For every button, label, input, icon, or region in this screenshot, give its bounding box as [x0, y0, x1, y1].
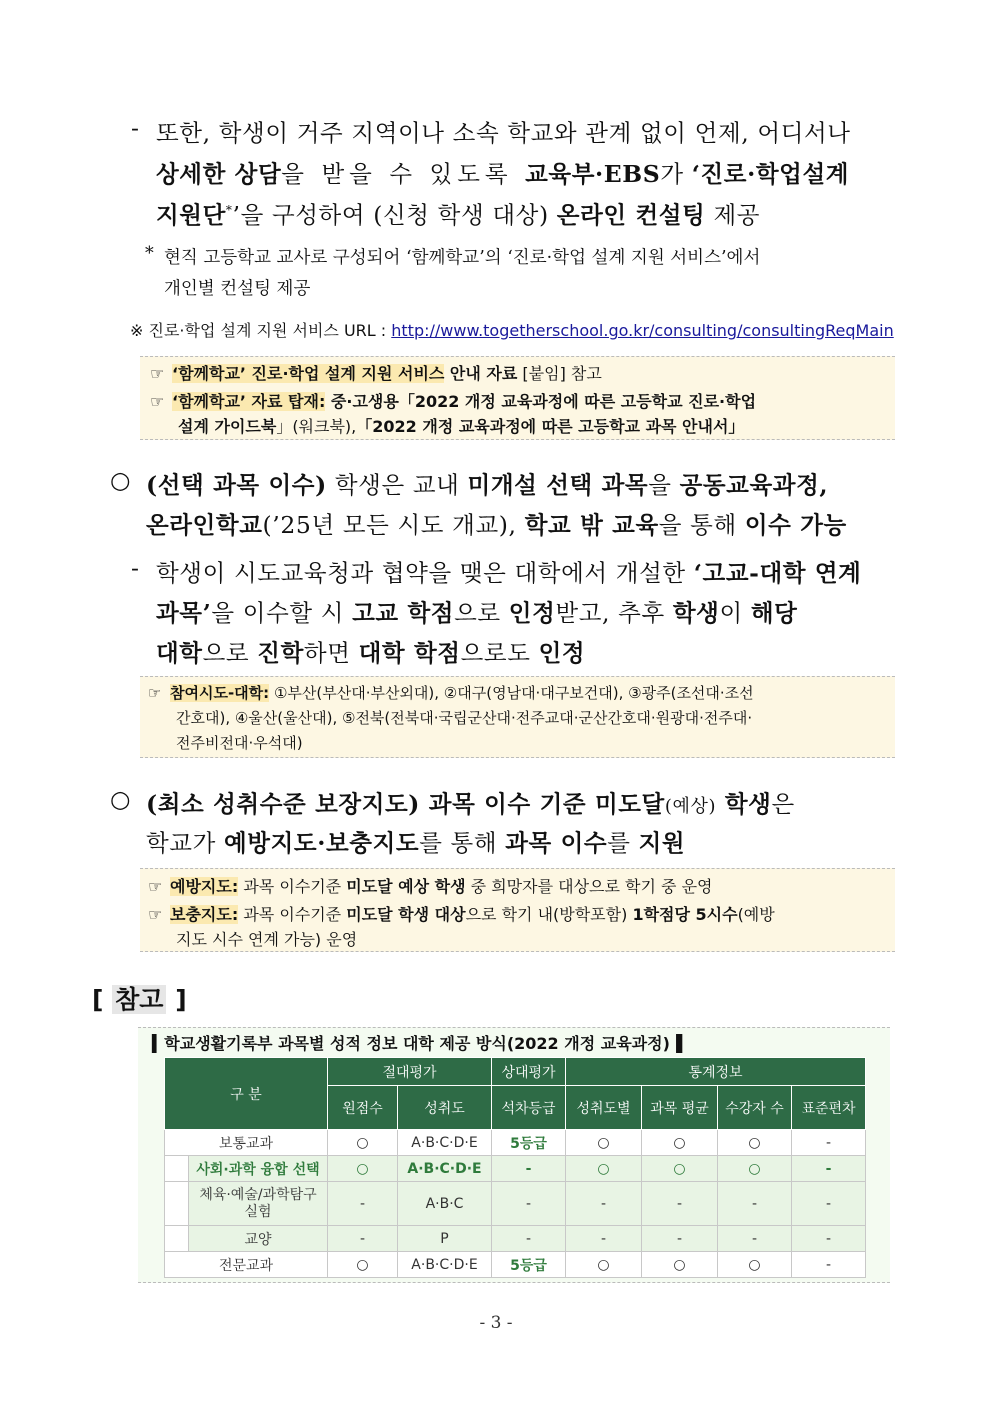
table-row [165, 1226, 866, 1252]
subheader: 수강자 수 [718, 1086, 792, 1130]
dash-marker: - [131, 554, 140, 582]
subheader: 성취도별 [566, 1086, 642, 1130]
table-cell: - [792, 1226, 866, 1252]
para2-line4 [156, 594, 797, 628]
bold-text: 미도달 예상 학생 [346, 877, 466, 896]
text: (예방 [737, 905, 775, 924]
bracket-close: ] [175, 985, 187, 1014]
note1-row2 [150, 389, 756, 412]
text: 제공 [705, 201, 761, 229]
subheader: 석차등급 [492, 1086, 566, 1130]
bold-text: 지원 [638, 829, 686, 857]
note2-row1 [148, 682, 754, 703]
row-label: 사회·과학 융합 선택 [189, 1156, 328, 1182]
text: 하면 [303, 639, 359, 667]
bold-text: 교육부·EBS [525, 160, 661, 188]
text: [붙임] 참고 [517, 364, 602, 383]
table-cell: ○ [642, 1156, 718, 1182]
table-cell: ○ [642, 1252, 718, 1278]
text: 학생이 시도교육청과 협약을 맺은 대학에서 개설한 [156, 559, 694, 587]
table-cell: - [492, 1182, 566, 1226]
table-cell: - [328, 1182, 398, 1226]
bold-text: 상세한 상담 [156, 160, 282, 188]
row-label: 보통교과 [165, 1130, 328, 1156]
text: 이 [719, 599, 751, 627]
highlight-text: ‘함께학교’ 자료 탑재: [172, 392, 326, 411]
bold-text: ‘고교-대학 연계 [693, 559, 862, 587]
bold-text: 지원단 [156, 201, 226, 229]
table-title: ▍학교생활기록부 과목별 성적 정보 대학 제공 방식(2022 개정 교육과정)▐ [152, 1034, 683, 1053]
text: ①부산(부산대·부산외대), ②대구(영남대·대구보건대), ③광주(조선대·조선 [269, 684, 754, 702]
text: 은 [771, 790, 795, 818]
service-url-link[interactable]: http://www.togetherschool.go.kr/consulting/consultingReqMain [391, 321, 894, 340]
reference-table-box [138, 1027, 890, 1283]
table-cell: - [792, 1252, 866, 1278]
table-cell: - [718, 1226, 792, 1252]
table-cell: - [328, 1226, 398, 1252]
reference-heading [92, 980, 187, 1016]
bold-text: 학생 [716, 790, 772, 818]
para3-line1 [146, 785, 795, 819]
table-cell: - [792, 1130, 866, 1156]
bold-text: 과목 이수 기준 미도달 [420, 790, 665, 818]
table-cell: ○ [642, 1130, 718, 1156]
table-cell: ○ [566, 1252, 642, 1278]
text: 받고, 추후 [555, 599, 673, 627]
table-cell: - [642, 1226, 718, 1252]
table-cell: - [492, 1226, 566, 1252]
subheader: 원점수 [328, 1086, 398, 1130]
grade-info-table [164, 1057, 866, 1278]
text: 학생은 교내 [326, 471, 468, 499]
table-cell: ○ [718, 1156, 792, 1182]
text: 과목 이수기준 [238, 905, 347, 924]
text: 으로 [454, 599, 509, 627]
bold-text: 과목’ [156, 599, 212, 627]
note-box-2 [140, 676, 895, 758]
text: 으로 학기 내(방학포함) [465, 905, 633, 924]
bold-text: 이수 가능 [744, 511, 847, 539]
para2-line3 [156, 554, 861, 588]
table-cell: ○ [566, 1156, 642, 1182]
indent-cell [165, 1156, 189, 1182]
bold-text: 예방지도·보충지도 [223, 829, 420, 857]
para2-line5 [156, 634, 585, 668]
table-cell: ○ [328, 1252, 398, 1278]
text: 을 통해 [658, 511, 745, 539]
subheader: 과목 평균 [642, 1086, 718, 1130]
highlight-text: 참여시도-대학: [170, 684, 270, 702]
text: 학교가 [146, 829, 224, 857]
note-box-1 [140, 356, 895, 440]
table-cell: - [566, 1182, 642, 1226]
table-cell: A·B·C·D·E [398, 1252, 492, 1278]
reference-label: 참고 [112, 985, 166, 1014]
circle-bullet: ○ [110, 785, 132, 813]
footnote-mark: * [225, 203, 233, 218]
header-statistics: 통계정보 [566, 1058, 866, 1086]
bold-text: 온라인학교 [146, 511, 263, 539]
pointing-hand-icon: ☞ [148, 905, 163, 924]
note3-row1 [148, 874, 712, 897]
bold-text: 진학 [257, 639, 304, 667]
bold-text: 대학 [156, 639, 203, 667]
bold-text: 1학점당 5시수 [632, 905, 738, 924]
table-cell: - [792, 1156, 866, 1182]
bold-text: ‘진로·학업설계 [691, 160, 850, 188]
bold-text: 미개설 선택 과목 [467, 471, 649, 499]
pointing-hand-icon: ☞ [148, 877, 163, 896]
para1-line2 [156, 155, 896, 189]
text: 을 받을 수 있도록 [281, 160, 526, 188]
table-cell: ○ [566, 1130, 642, 1156]
pointing-hand-icon: ☞ [150, 364, 165, 383]
reference-url-line [130, 318, 894, 341]
text: (예상) [664, 796, 717, 817]
row-label: 체육·예술/과학탐구 실험 [189, 1182, 328, 1226]
table-row [165, 1182, 866, 1226]
pointing-hand-icon: ☞ [148, 684, 162, 702]
footnote-line1: 현직 고등학교 교사로 구성되어 ‘함께학교’의 ‘진로·학업 설계 지원 서비스’에서 [164, 248, 761, 268]
text: 가 [660, 160, 692, 188]
header-absolute: 절대평가 [328, 1058, 492, 1086]
para3-line2 [146, 824, 685, 858]
text: 으로 [202, 639, 258, 667]
bold-text: 고교 학점 [352, 599, 455, 627]
subheader: 표준편차 [792, 1086, 866, 1130]
note-box-3 [140, 868, 895, 952]
table-cell: ○ [718, 1252, 792, 1278]
bracket-open: [ [92, 985, 104, 1014]
bold-text: 인정 [538, 639, 586, 667]
table-cell: A·B·C·D·E [398, 1156, 492, 1182]
bold-text: (최소 성취수준 보장지도) [146, 790, 421, 818]
circle-bullet: ○ [110, 466, 132, 494]
table-row [165, 1156, 866, 1182]
page-number: - 3 - [479, 1313, 513, 1333]
bold-text: 온라인 컨설팅 [556, 201, 706, 229]
note3-row2 [148, 902, 775, 925]
para1-line1 [156, 114, 896, 148]
note1-row3 [178, 414, 744, 437]
highlight-text: 보충지도: [170, 905, 239, 924]
bold-text: 대학 학점 [358, 639, 461, 667]
text: (’25년 모든 시도 개교), [262, 511, 525, 539]
text: 을 [648, 471, 680, 499]
row-label: 교양 [189, 1226, 328, 1252]
note3-row3: 지도 시수 연계 가능) 운영 [176, 930, 358, 949]
table-row [165, 1252, 866, 1278]
table-cell: - [492, 1156, 566, 1182]
footnote-line2: 개인별 컨설팅 제공 [164, 279, 311, 299]
bold-text: 설계 가이드북 [178, 417, 277, 436]
highlight-text: 예방지도: [170, 877, 239, 896]
text: 」(워크북), [276, 417, 357, 436]
indent-cell [165, 1226, 189, 1252]
note2-row3: 전주비전대·우석대) [176, 734, 303, 752]
indent-cell [165, 1182, 189, 1226]
table-cell: 5등급 [492, 1130, 566, 1156]
text: 으로도 [460, 639, 539, 667]
table-cell: - [566, 1226, 642, 1252]
para1-line3 [156, 196, 760, 230]
header-gubun: 구 분 [165, 1058, 328, 1130]
table-cell: - [642, 1182, 718, 1226]
bold-text: 안내 자료 [444, 364, 518, 383]
table-cell: ○ [718, 1130, 792, 1156]
bold-text: 미도달 학생 대상 [346, 905, 466, 924]
table-cell: 5등급 [492, 1252, 566, 1278]
table-cell: A·B·C·D·E [398, 1130, 492, 1156]
text: 을 이수할 시 [211, 599, 353, 627]
pointing-hand-icon: ☞ [150, 392, 165, 411]
bold-text: 과목 이수 [505, 829, 608, 857]
table-cell: A·B·C [398, 1182, 492, 1226]
highlight-text: ‘함께학교’ 진로·학업 설계 지원 서비스 [172, 364, 445, 383]
para2-line1 [146, 466, 828, 500]
text: 과목 이수기준 [238, 877, 347, 896]
text: 를 통해 [419, 829, 506, 857]
bold-text: 학생 [672, 599, 720, 627]
table-cell: P [398, 1226, 492, 1252]
bold-text: 공동교육과정, [679, 471, 829, 499]
bold-text: 중·고생용「2022 개정 교육과정에 따른 고등학교 진로·학업 [325, 392, 757, 411]
table-header-row [165, 1058, 866, 1086]
table-cell: - [718, 1182, 792, 1226]
text: 를 [607, 829, 639, 857]
bold-text: 인정 [508, 599, 556, 627]
table-cell: - [792, 1182, 866, 1226]
table-cell: ○ [328, 1130, 398, 1156]
bold-text: 해당 [750, 599, 798, 627]
subheader: 성취도 [398, 1086, 492, 1130]
ref-mark: ※ [130, 321, 144, 340]
bold-text: 학교 밖 교육 [524, 511, 659, 539]
note2-row2: 간호대), ④울산(울산대), ⑤전북(전북대·국립군산대·전주교대·군산간호대·원광대·전주대· [176, 709, 753, 727]
bold-text: 「2022 개정 교육과정에 따른 고등학교 과목 안내서」 [356, 417, 745, 436]
header-relative: 상대평가 [492, 1058, 566, 1086]
row-label: 전문교과 [165, 1252, 328, 1278]
note1-row1 [150, 361, 602, 384]
dash-marker: - [131, 114, 140, 142]
text: ’을 구성하여 (신청 학생 대상) [232, 201, 557, 229]
table-cell: ○ [328, 1156, 398, 1182]
para2-line2 [146, 506, 847, 540]
table-row [165, 1130, 866, 1156]
text: 또한, 학생이 거주 지역이나 소속 학교와 관계 없이 언제, 어디서나 [156, 119, 851, 147]
bold-text: (선택 과목 이수) [146, 471, 327, 499]
text: 중 희망자를 대상으로 학기 중 운영 [465, 877, 713, 896]
footnote-star: * [145, 244, 154, 264]
ref-label: 진로·학업 설계 지원 서비스 URL : [148, 321, 387, 340]
